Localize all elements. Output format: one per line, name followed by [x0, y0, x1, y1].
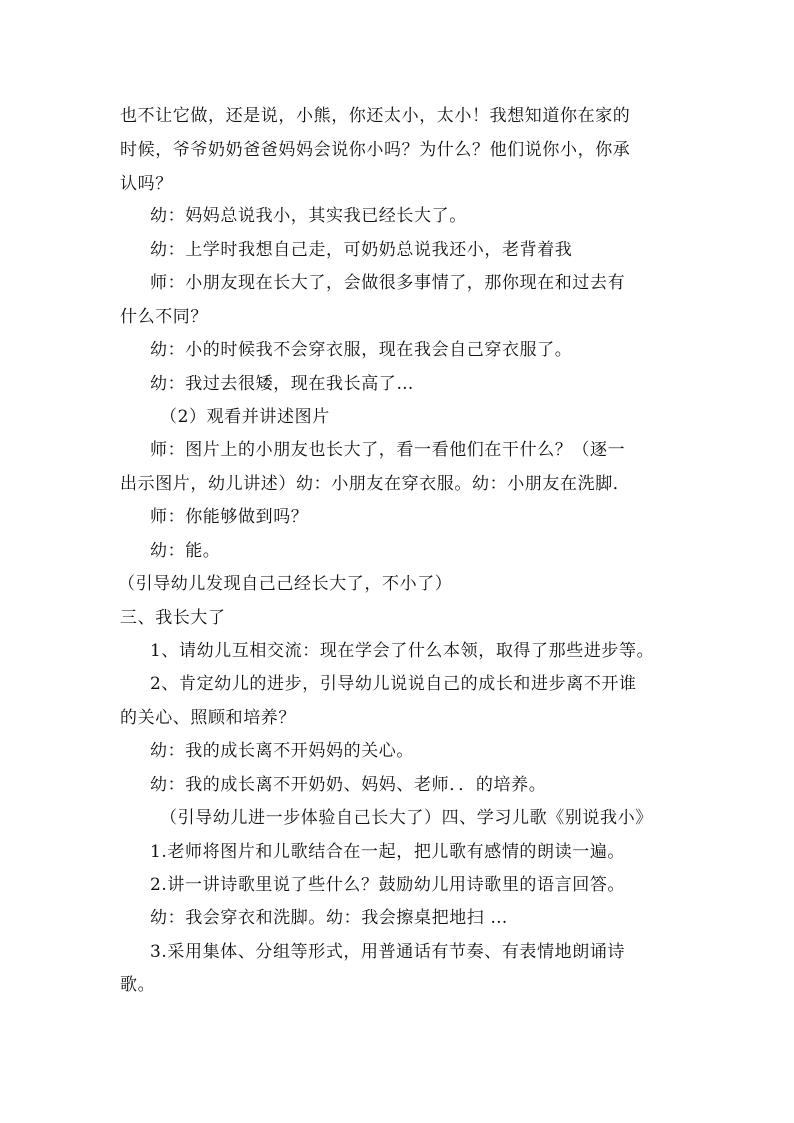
- text-line: 认吗？: [120, 174, 173, 194]
- text-line: 时候，爷爷奶奶爸爸妈妈会说你小吗？为什么？他们说你小，你承: [120, 140, 631, 160]
- text-line: 2、肯定幼儿的进步，引导幼儿说说自己的成长和进步离不开谁: [150, 674, 637, 694]
- text-line: 师：小朋友现在长大了，会做很多事情了，那你现在和过去有: [150, 273, 626, 293]
- text-line: 也不让它做，还是说，小熊，你还太小，太小！我想知道你在家的: [120, 106, 631, 126]
- text-line: 师：图片上的小朋友也长大了，看一看他们在干什么？（逐一: [150, 440, 626, 460]
- text-line: 2.讲一讲诗歌里说了些什么？鼓励幼儿用诗歌里的语言回答。: [150, 875, 626, 895]
- text-line: 1、请幼儿互相交流：现在学会了什么本领，取得了那些进步等。: [150, 641, 655, 661]
- text-line: （引导幼儿发现自己己经长大了，不小了）: [118, 574, 453, 594]
- text-line: 的关心、照顾和培养？: [120, 708, 296, 728]
- text-line: 幼：我的成长离不开妈妈的关心。: [150, 741, 414, 761]
- text-line: 幼：能。: [150, 541, 221, 561]
- text-line: 幼：我过去很矮，现在我长高了…: [150, 374, 414, 394]
- text-line: （引导幼儿进一步体验自己长大了）四、学习儿歌《别说我小》: [160, 808, 653, 828]
- text-line: 幼：我的成长离不开奶奶、妈妈、老师．．的培养。: [150, 775, 547, 795]
- text-line: 歌。: [120, 975, 156, 995]
- text-line: 什么不同？: [120, 307, 208, 327]
- text-line: 幼：上学时我想自己走，可奶奶总说我还小，老背着我: [150, 240, 573, 260]
- text-line: 幼：小的时候我不会穿衣服，现在我会自己穿衣服了。: [150, 340, 573, 360]
- text-line: 师：你能够做到吗？: [150, 507, 309, 527]
- section-heading: （2）观看并讲述图片: [160, 407, 330, 427]
- text-line: 幼：我会穿衣和洗脚。幼：我会擦桌把地扫 …: [150, 908, 509, 928]
- text-line: 1.老师将图片和儿歌结合在一起，把儿歌有感情的朗读一遍。: [150, 842, 626, 862]
- text-line: 3.采用集体、分组等形式，用普通话有节奏、有表情地朗诵诗: [150, 942, 626, 962]
- section-heading: 三、我长大了: [120, 608, 226, 628]
- text-line: 幼：妈妈总说我小，其实我已经长大了。: [150, 206, 467, 226]
- text-line: 出示图片，幼儿讲述）幼：小朋友在穿衣服。幼：小朋友在洗脚．: [120, 474, 631, 494]
